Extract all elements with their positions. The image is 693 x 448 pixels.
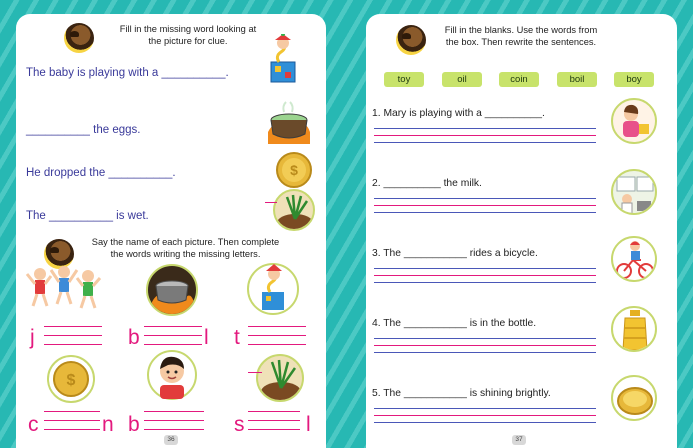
instruction-right [428, 24, 614, 48]
write-line[interactable] [374, 198, 596, 199]
write-line[interactable] [374, 212, 596, 213]
write-line[interactable] [374, 415, 596, 416]
letter-end-4: n [102, 413, 114, 436]
write-line[interactable] [374, 338, 596, 339]
page-number: 37 [512, 435, 526, 445]
letter-start-6: s [234, 413, 245, 436]
wet-soil-plant-circle-icon [256, 354, 304, 402]
wet-soil-plant-icon [273, 189, 315, 231]
left-worksheet-page [16, 14, 326, 448]
gold-coin-icon [276, 152, 312, 188]
shining-coin-icon [611, 375, 657, 421]
sentence-2: __________ the eggs. [26, 124, 141, 136]
write-line[interactable] [374, 268, 596, 269]
right-worksheet-page [366, 14, 677, 448]
gold-coin-circle-icon [46, 354, 96, 404]
write-line[interactable] [44, 420, 100, 421]
sentence-4: The __________ is wet. [26, 210, 149, 222]
write-line[interactable] [248, 326, 306, 327]
instruction-1-line-2: the picture for clue. [148, 36, 228, 46]
boy-face-icon [146, 347, 198, 401]
boiling-pot-icon [264, 100, 312, 146]
boy-on-bicycle-icon [611, 236, 657, 282]
write-line[interactable] [248, 429, 300, 430]
write-line[interactable] [374, 422, 596, 423]
sentence-1: The baby is playing with a __________. [26, 67, 229, 79]
boiling-pot-circle-icon [146, 264, 198, 316]
write-line[interactable] [374, 135, 596, 136]
write-line[interactable] [144, 411, 204, 412]
letter-start-3: t [234, 326, 240, 349]
write-line[interactable] [44, 335, 102, 336]
write-line[interactable] [374, 205, 596, 206]
sentence-3: He dropped the __________. [26, 167, 176, 179]
instruction-1-line-1: Fill in the missing word looking at [119, 24, 257, 34]
write-line[interactable] [248, 420, 300, 421]
pointer-line [248, 372, 262, 373]
letter-end-2: l [204, 326, 209, 349]
right-sentence-2: 2. __________ the milk. [372, 178, 482, 189]
word-chip-boil: boil [557, 72, 597, 87]
letter-start-5: b [128, 413, 140, 436]
letter-start-4: c [28, 413, 39, 436]
write-line[interactable] [144, 326, 202, 327]
page-number: 36 [164, 435, 178, 445]
jack-in-the-box-icon [261, 34, 305, 84]
instruction-2 [78, 236, 293, 260]
pointer-line [265, 202, 277, 203]
right-sentence-5: 5. The ___________ is shining brightly. [372, 388, 551, 399]
instruction-1 [98, 23, 278, 47]
word-chip-oil: oil [442, 72, 482, 87]
write-line[interactable] [144, 429, 204, 430]
word-chip-coin: coin [499, 72, 539, 87]
instruction-2-line-2: the words writing the missing letters. [110, 249, 261, 259]
right-sentence-1: 1. Mary is playing with a __________. [372, 108, 545, 119]
instruction-2-line-1: Say the name of each picture. Then complete [91, 237, 280, 247]
instruction-right-line-2: the box. Then rewrite the sentences. [445, 37, 597, 47]
write-line[interactable] [144, 344, 202, 345]
letter-end-6: l [306, 413, 311, 436]
svg-text:$: $ [66, 372, 76, 389]
svg-text:$: $ [290, 162, 298, 178]
write-line[interactable] [374, 128, 596, 129]
letter-start-1: j [30, 326, 35, 349]
write-line[interactable] [144, 420, 204, 421]
write-line[interactable] [374, 275, 596, 276]
children-jumping-icon [24, 264, 104, 314]
write-line[interactable] [248, 411, 300, 412]
write-line[interactable] [248, 344, 306, 345]
write-line[interactable] [374, 352, 596, 353]
write-line[interactable] [248, 335, 306, 336]
right-sentence-3: 3. The ___________ rides a bicycle. [372, 248, 538, 259]
oil-bottle-icon [611, 306, 657, 352]
write-line[interactable] [144, 335, 202, 336]
letter-start-2: b [128, 326, 140, 349]
word-chip-boy: boy [614, 72, 654, 87]
write-line[interactable] [44, 429, 100, 430]
write-line[interactable] [374, 345, 596, 346]
write-line[interactable] [44, 326, 102, 327]
write-line[interactable] [44, 411, 100, 412]
write-line[interactable] [374, 282, 596, 283]
horse-mascot-icon [64, 23, 94, 53]
horse-mascot-icon [396, 25, 426, 55]
boiling-milk-icon [611, 169, 657, 215]
write-line[interactable] [374, 408, 596, 409]
word-chip-toy: toy [384, 72, 424, 87]
right-sentence-4: 4. The ___________ is in the bottle. [372, 318, 537, 329]
write-line[interactable] [374, 142, 596, 143]
girl-with-toy-icon [611, 98, 657, 144]
instruction-right-line-1: Fill in the blanks. Use the words from [444, 25, 598, 35]
jack-in-the-box-circle-icon [246, 262, 300, 316]
write-line[interactable] [44, 344, 102, 345]
